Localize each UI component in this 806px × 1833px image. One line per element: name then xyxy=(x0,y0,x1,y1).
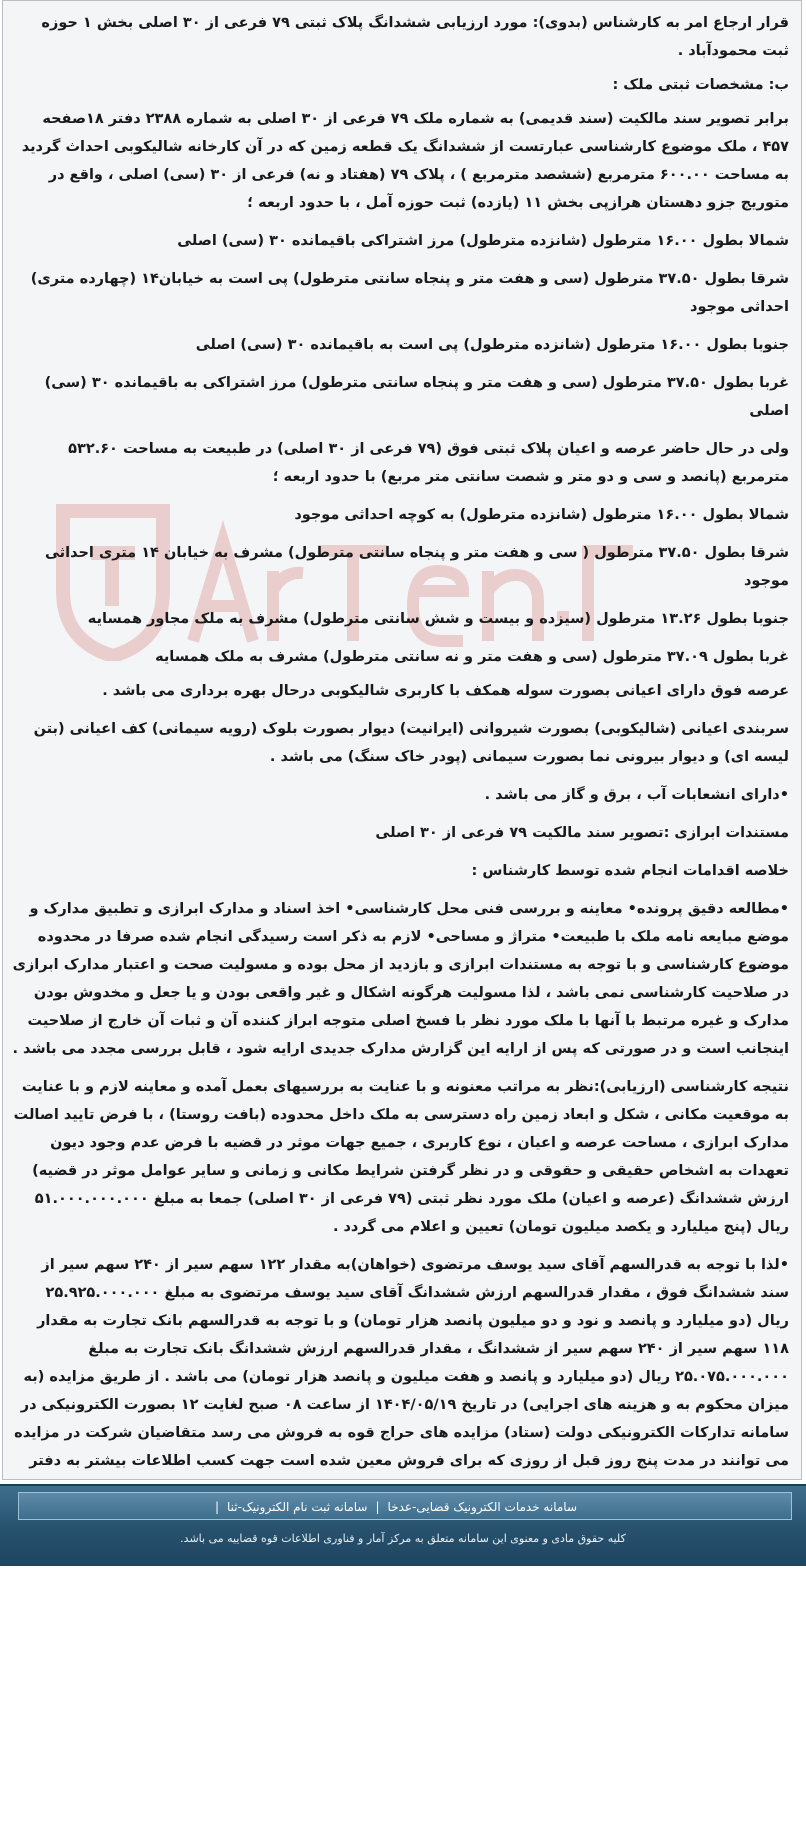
building-materials: سربندی اعیانی (شالیکوبی) بصورت شیروانی (ایرانیت) دیوار بصورت بلوک (رویه سیمانی) کف اعیانی (بتن لیسه ای) و دیوار بیرونی نما بصورت سیمانی (پودر خاک سنگ) می باشد . xyxy=(33,721,789,765)
footer-link-sana[interactable]: سامانه ثبت نام الکترونیک-ثنا xyxy=(227,1500,368,1514)
submitted-documents: مستندات ابرازی :تصویر سند مالکیت ۷۹ فرعی از ۳۰ اصلی xyxy=(375,825,789,841)
building-usage: عرصه فوق دارای اعیانی بصورت سوله همکف با کاربری شالیکوبی درحال بهره برداری می باشد . xyxy=(102,683,789,699)
registration-heading: ب: مشخصات ثبتی ملک : xyxy=(612,77,789,93)
document-body xyxy=(3,1,801,1480)
footer-separator-end: | xyxy=(214,1500,219,1514)
valuation-result: نتیجه کارشناسی (ارزیابی):نظر به مراتب معنونه و با عنایت به بررسیهای بعمل آمده و معاینه لازم و با عنایت به موقعیت مکانی ، شکل و ابعاد زمین راه دسترسی به ملک داخل محدوده (بافت روستا) ، با فرض تایید اصالت مدارک ابرازی ، مساحت عرصه و اعیان ، نوع کاربری ، جمیع جهات موثر در قضیه با فرض عدم وجود دیون تعهدات به اشخاص حقیقی و حقوقی و در نظر گرفتن شرایط مکانی و زمانی و سایر عوامل موثر در قضیه) ارزش ششدانگ (عرصه و اعیان) ملک مورد نظر ثبتی (۷۹ فرعی از ۳۰ اصلی) جمعا به مبلغ ۵۱.۰۰۰.۰۰۰.۰۰۰ ریال (پنج میلیارد و یکصد میلیون تومان) تعیین و اعلام می گردد . xyxy=(13,1079,789,1235)
footer-copyright: کلیه حقوق مادی و معنوی این سامانه متعلق به مرکز آمار و فناوری اطلاعات قوه قضاییه می باشد. xyxy=(180,1532,626,1545)
boundary-north-current: شمالا بطول ۱۶.۰۰ مترطول (شانزده مترطول) به کوچه احداثی موجود xyxy=(294,507,789,523)
footer-link-adliran[interactable]: سامانه خدمات الکترونیک قضایی-عدخا xyxy=(387,1500,577,1514)
boundary-east-current: شرقا بطول ۳۷.۵۰ مترطول ( سی و هفت متر و پنجاه سانتی مترطول) مشرف به خیابان ۱۴ متری احداثی موجود xyxy=(45,545,789,589)
boundary-west-deed: غربا بطول ۳۷.۵۰ مترطول (سی و هفت متر و پنجاه سانتی مترطول) مرز اشتراکی به باقیمانده ۳۰ (سی) اصلی xyxy=(44,375,789,419)
boundary-north-deed: شمالا بطول ۱۶.۰۰ مترطول (شانزده مترطول) مرز اشتراکی باقیمانده ۳۰ (سی) اصلی xyxy=(177,233,789,249)
document-panel xyxy=(2,0,802,1480)
actions-summary: •مطالعه دقیق پرونده• معاینه و بررسی فنی محل کارشناسی• اخذ اسناد و مدارک ابرازی و تطبیق مدارک و موضع مبایعه نامه ملک با طبیعت• متراژ و مساحی• لازم به ذکر است رسیدگی انجام شده صرفا در محدوده موضوع کارشناسی و با توجه به مستندات ابرازی و بازدید از محل بوده و مسولیت صحت و اعتبار مدارک ابرازی در صلاحیت کارشناسی نمی باشد ، لذا مسولیت هرگونه اشکال و غیر واقعی بودن و یا جعل و مخدوش بودن مدارک و غیره مرتبط با آنها با ملک مورد نظر با فسخ اصلی متوجه ابراز کننده آن و ثبات آن خارج از صلاحیت اینجانب است و در صورتی که پس از ارایه این گزارش مدارک جدیدی ارایه شود ، قابل بررسی مجدد می باشد . xyxy=(12,901,789,1057)
utilities-note: •دارای انشعابات آب ، برق و گاز می باشد . xyxy=(484,787,789,803)
current-state-description: ولی در حال حاضر عرصه و اعیان پلاک ثبتی فوق (۷۹ فرعی از ۳۰ اصلی) در طبیعت به مساحت ۵۳۲.۶۰ مترمربع (پانصد و سی و دو متر و شصت سانتی متر مربع) با حدود اربعه ؛ xyxy=(68,441,789,485)
boundary-south-deed: جنوبا بطول ۱۶.۰۰ مترطول (شانزده مترطول) پی است به باقیمانده ۳۰ (سی) اصلی xyxy=(195,337,789,353)
boundary-west-current: غربا بطول ۳۷.۰۹ مترطول (سی و هفت متر و نه سانتی مترطول) مشرف به ملک همسایه xyxy=(155,649,789,665)
footer-links-bar xyxy=(18,1492,792,1520)
boundary-east-deed: شرقا بطول ۳۷.۵۰ مترطول (سی و هفت متر و پنجاه سانتی مترطول) پی است به خیابان۱۴ (چهارده متری) احداثی موجود xyxy=(30,271,789,315)
actions-heading: خلاصه اقدامات انجام شده توسط کارشناس : xyxy=(471,863,789,879)
site-footer xyxy=(0,1484,806,1566)
referral-order: قرار ارجاع امر به کارشناس (بدوی): مورد ارزیابی ششدانگ پلاک ثبتی ۷۹ فرعی از ۳۰ اصلی بخش ۱ حوزه ثبت محمودآباد . xyxy=(41,15,789,59)
auction-details: •لذا با توجه به قدرالسهم آقای سید یوسف مرتضوی (خواهان)به مقدار ۱۲۲ سهم سیر از ۲۴۰ سهم سیر از سند ششدانگ فوق ، مقدار قدرالسهم ارزش ششدانگ آقای سید یوسف مرتضوی به مبلغ ۲۵.۹۲۵.۰۰۰.۰۰۰ ریال (دو میلیارد و پانصد و نود و دو میلیون پانصد هزار تومان) و با توجه به قدرالسهم بانک تجارت به مقدار ۱۱۸ سهم سیر از ۲۴۰ سهم سیر از ششدانگ ، مقدار قدرالسهم ارزش ششدانگ بانک تجارت به مبلغ ۲۵.۰۷۵.۰۰۰.۰۰۰ ریال (دو میلیارد و پانصد و هفت میلیون و پانصد هزار تومان) می باشد . از طریق مزایده (به میزان محکوم به و هزینه های اجرایی) در تاریخ ۱۴۰۴/۰۵/۱۹ از ساعت ۰۸ صبح لغایت ۱۲ بصورت الکترونیکی در سامانه تدارکات الکترونیکی دولت (ستاد) مزایده های حراج قوه به فروش می رسد متقاضیان شرکت در مزایده می توانند در مدت پنج روز قبل از روزی که برای فروش معین شده است جهت کسب اطلاعات بیشتر به دفتر xyxy=(14,1257,789,1469)
boundary-south-current: جنوبا بطول ۱۳.۲۶ مترطول (سیزده و بیست و شش سانتی مترطول) مشرف به ملک مجاور همسایه xyxy=(87,611,789,627)
footer-separator: | xyxy=(375,1500,380,1514)
deed-description: برابر تصویر سند مالکیت (سند قدیمی) به شماره ملک ۷۹ فرعی از ۳۰ اصلی به شماره ۲۳۸۸ دفتر ۱۸صفحه ۴۵۷ ، ملک موضوع کارشناسی عبارتست از ششدانگ یک قطعه زمین که در آن کارخانه شالیکوبی احداث گردید به مساحت ۶۰۰.۰۰ مترمربع (ششصد مترمربع ) ، پلاک ۷۹ (هفتاد و نه) فرعی از ۳۰ (سی) اصلی ، واقع در متوریج جزو دهستان هرازپی بخش ۱۱ (یازده) ثبت حوزه آمل ، با حدود اربعه ؛ xyxy=(21,111,789,211)
